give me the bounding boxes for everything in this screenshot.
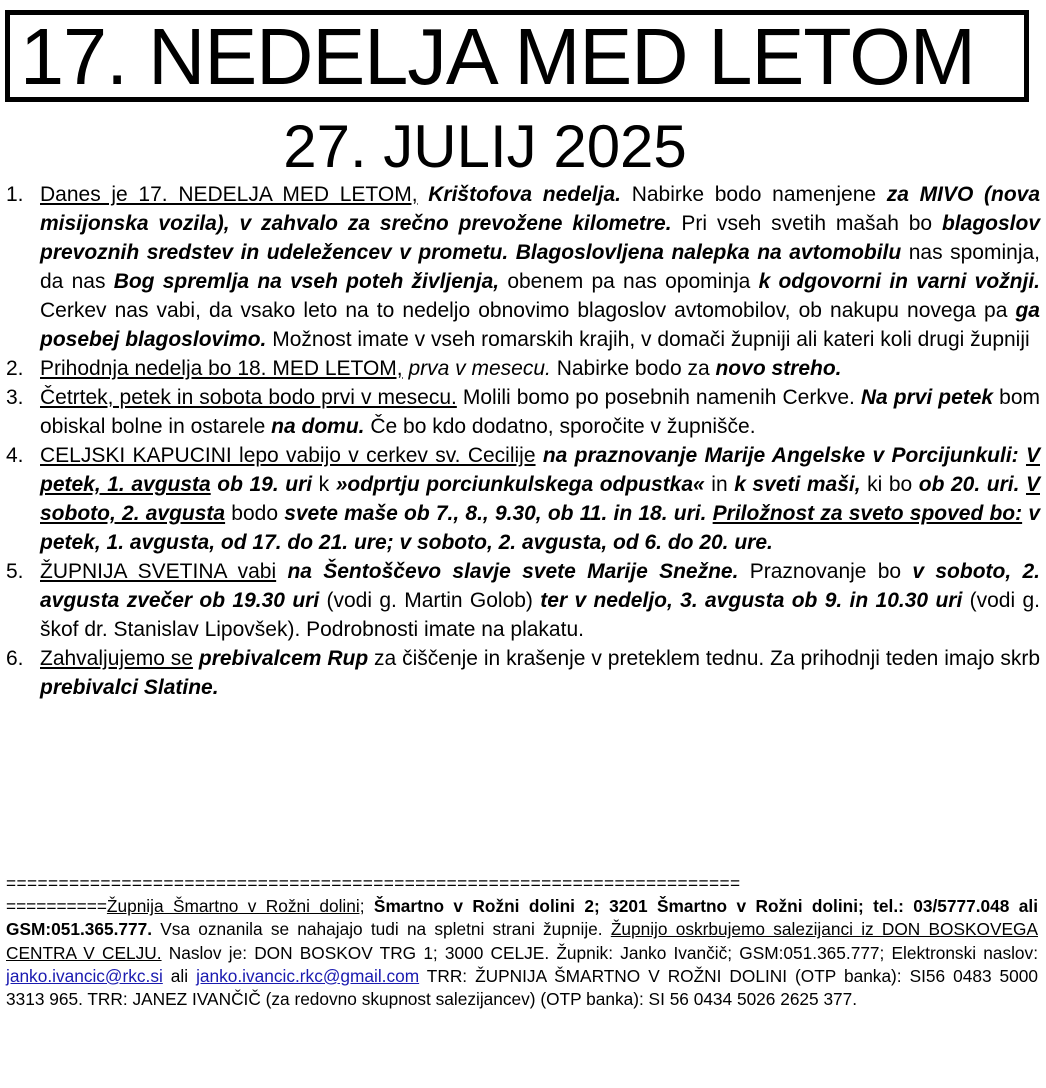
announcement-item-1: 1. Danes je 17. NEDELJA MED LETOM, Krištofova nedelja. Nabirke bodo namenjene za MIVO (nova misijonska vozila), v zahvalo za srečno prevožene kilometre. Pri vseh svetih mašah bo blagoslov prevoznih sredstev in udeležencev v prometu. Blagoslovljena nalepka na avtomobilu nas spominja, da nas Bog spremlja na vseh poteh življenja, obenem pa nas opominja k odgovorni in varni vožnji. Cerkev nas vabi, da vsako leto na to nedeljo obnovimo blagoslov avtomobilov, ob nakupu novega pa ga posebej blagoslovimo. Možnost imate v vseh romarskih krajih, v domači župniji ali kateri koli drugi župniji	[0, 180, 1040, 354]
email-link-1[interactable]: janko.ivancic@rkc.si	[6, 965, 163, 986]
emphasis: prebivalcem Rup	[198, 647, 369, 670]
announcement-item-2: 2. Prihodnja nedelja bo 18. MED LETOM, prva v mesecu. Nabirke bodo za novo streho.	[0, 354, 1040, 383]
footer-text: ==========Župnija Šmartno v Rožni dolini; Šmartno v Rožni dolini 2; 3201 Šmartno v Rožni dolini; tel.: 03/5777.048 ali GSM:051.365.777. Vsa oznanila se nahajajo tudi na spletni strani župnije. Župnijo oskrbujemo salezijanci iz DON BOSKOVEGA CENTRA V CELJU. Naslov je: DON BOSKOV TRG 1; 3000 CELJE. Župnik: Janko Ivančič; GSM:051.365.777; Elektronski naslov: janko.ivancic@rkc.si ali janko.ivancic.rkc@gmail.com TRR: ŽUPNIJA ŠMARTNO V ROŽNI DOLINI (OTP banka): SI56 0483 5000 3313 965. TRR: JANEZ IVANČIČ (za redovno skupnost salezijancev) (OTP banka): SI 56 0434 5026 2625 377.	[6, 896, 1038, 1010]
website-notice: Vsa oznanila se nahajajo tudi na spletni strani župnije.	[152, 919, 611, 940]
item-number: 6.	[6, 647, 24, 670]
announcement-item-6: 6. Zahvaljujemo se prebivalcem Rup za čiščenje in krašenje v preteklem tednu. Za prihodnji teden imajo skrb prebivalci Slatine.	[0, 644, 1040, 702]
announcement-list	[0, 180, 1040, 702]
item-heading: CELJSKI KAPUCINI lepo vabijo v cerkev sv. Cecilije	[40, 444, 536, 467]
emphasis: za MIVO (nova misijonska vozila), v zahvalo za srečno prevožene kilometre.	[40, 183, 1041, 235]
item-number: 1.	[6, 183, 24, 206]
emphasis: Na prvi petek	[860, 386, 994, 409]
item-number: 4.	[6, 444, 24, 467]
emphasis: ob 19. uri	[210, 473, 313, 496]
item-heading: Zahvaljujemo se	[40, 647, 193, 670]
email-link-2[interactable]: janko.ivancic.rkc@gmail.com	[196, 965, 420, 986]
emphasis: »odprtju porciunkulskega odpustka«	[335, 473, 705, 496]
emphasis: v petek, 1. avgusta, od 17. do 21. ure; v soboto, 2. avgusta, od 6. do 20. ure.	[40, 502, 1040, 554]
emphasis: prebivalci Slatine.	[40, 676, 219, 699]
emphasis: na Šentoščevo slavje svete Marije Snežne.	[287, 560, 739, 583]
emphasis: v soboto, 2. avgusta zvečer ob 19.30 uri	[40, 560, 1040, 612]
separator-rule: ======================================================================	[6, 873, 741, 893]
contact-info: Naslov je: DON BOSKOV TRG 1; 3000 CELJE. Župnik: Janko Ivančič; GSM:051.365.777; Elektronski naslov:	[161, 942, 1038, 963]
item-number: 2.	[6, 357, 24, 380]
emphasis: na praznovanje Marije Angelske v Porcijunkuli:	[542, 444, 1019, 467]
page-date: 27. JULIJ 2025	[283, 113, 687, 180]
item-number: 3.	[6, 386, 24, 409]
emphasis: na domu.	[271, 415, 365, 438]
emphasis: Krištofova nedelja.	[428, 183, 621, 206]
announcement-item-5: 5. ŽUPNIJA SVETINA vabi na Šentoščevo slavje svete Marije Snežne. Praznovanje bo v soboto, 2. avgusta zvečer ob 19.30 uri (vodi g. Martin Golob) ter v nedeljo, 3. avgusta ob 9. in 10.30 uri (vodi g. škof dr. Stanislav Lipovšek). Podrobnosti imate na plakatu.	[0, 557, 1040, 644]
emphasis: svete maše ob 7., 8., 9.30, ob 11. in 18. uri.	[284, 502, 707, 525]
item-number: 5.	[6, 560, 24, 583]
emphasis: blagoslov prevoznih sredstev in udeležencev v prometu. Blagoslovljena nalepka na avtomobilu	[40, 212, 1041, 264]
title-box	[5, 10, 1029, 102]
parish-address: Šmartno v Rožni dolini 2; 3201 Šmartno v Rožni dolini; tel.: 03/5777.048 ali GSM:051.365.777.	[6, 896, 1038, 940]
bank-accounts: TRR: ŽUPNIJA ŠMARTNO V ROŽNI DOLINI (OTP banka): SI56 0483 5000 3313 965. TRR: JANEZ IVANČIČ (za redovno skupnost salezijancev) (OTP banka): SI 56 0434 5026 2625 377.	[6, 965, 1038, 1010]
emphasis: Priložnost za sveto spoved bo:	[712, 502, 1023, 525]
emphasis: k sveti maši,	[734, 473, 861, 496]
emphasis: ga posebej blagoslovimo.	[40, 299, 1040, 351]
separator-prefix: ==========	[6, 896, 107, 917]
emphasis: ob 20. uri.	[918, 473, 1020, 496]
emphasis: k odgovorni in varni vožnji.	[758, 270, 1040, 293]
emphasis: prva v mesecu.	[408, 357, 551, 380]
emphasis: V petek, 1. avgusta	[40, 444, 1040, 496]
page-title: 17. NEDELJA MED LETOM	[20, 12, 975, 101]
item-heading: ŽUPNIJA SVETINA vabi	[40, 560, 277, 583]
item-heading: Danes je 17. NEDELJA MED LETOM,	[40, 183, 418, 206]
item-heading: Četrtek, petek in sobota bodo prvi v mesecu.	[40, 386, 457, 409]
emphasis: ter v nedeljo, 3. avgusta ob 9. in 10.30 uri	[540, 589, 963, 612]
emphasis: Bog spremlja na vseh poteh življenja,	[113, 270, 500, 293]
announcement-item-4: 4. CELJSKI KAPUCINI lepo vabijo v cerkev sv. Cecilije na praznovanje Marije Angelske v Porcijunkuli: V petek, 1. avgusta ob 19. uri k »odprtju porciunkulskega odpustka« in k sveti maši, ki bo ob 20. uri. V soboto, 2. avgusta bodo svete maše ob 7., 8., 9.30, ob 11. in 18. uri. Priložnost za sveto spoved bo: v petek, 1. avgusta, od 17. do 21. ure; v soboto, 2. avgusta, od 6. do 20. ure.	[0, 441, 1040, 557]
announcement-item-3: 3. Četrtek, petek in sobota bodo prvi v mesecu. Molili bomo po posebnih namenih Cerkve. Na prvi petek bom obiskal bolne in ostarele na domu. Če bo kdo dodatno, sporočite v župnišče.	[0, 383, 1040, 441]
item-heading: Prihodnja nedelja bo 18. MED LETOM,	[40, 357, 403, 380]
parish-name: Župnija Šmartno v Rožni dolini;	[106, 896, 365, 917]
emphasis: novo streho.	[715, 357, 842, 380]
served-by: Župnijo oskrbujemo salezijanci iz DON BOSKOVEGA CENTRA V CELJU.	[6, 919, 1038, 963]
emphasis: V soboto, 2. avgusta	[40, 473, 1040, 525]
footer	[6, 872, 1038, 1011]
